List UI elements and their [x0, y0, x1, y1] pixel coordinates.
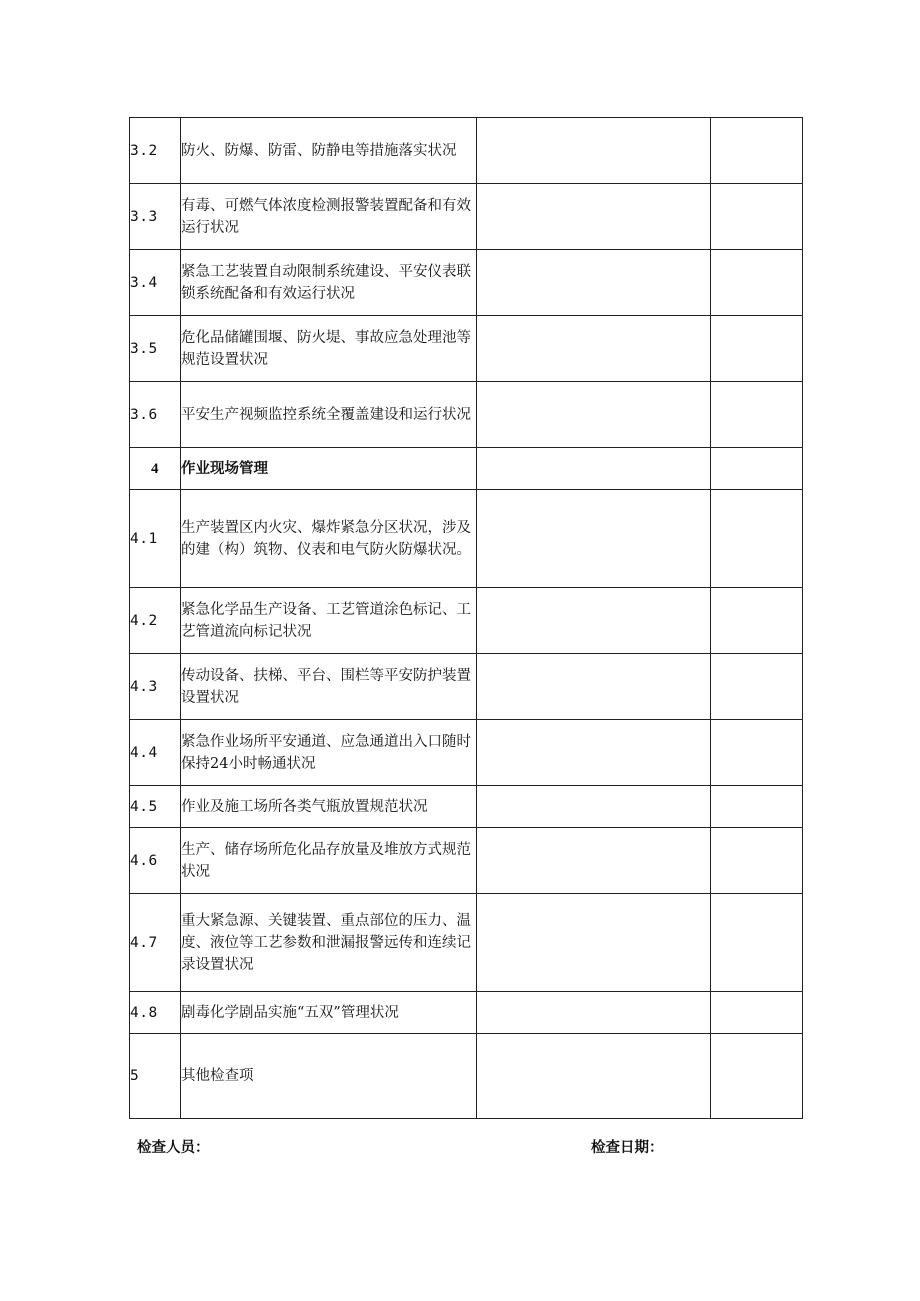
check-item	[181, 490, 477, 588]
check-item	[181, 316, 477, 382]
check-item-text: 传动设备、扶梯、平台、围栏等平安防护装置设置状况	[181, 667, 471, 706]
result-cell[interactable]	[477, 654, 711, 720]
check-item	[181, 720, 477, 786]
inspection-checklist-table	[129, 117, 803, 1119]
table-row	[130, 118, 803, 184]
result-cell[interactable]	[477, 184, 711, 250]
remark-cell[interactable]	[711, 894, 803, 992]
table-row	[130, 720, 803, 786]
result-cell[interactable]	[477, 118, 711, 184]
item-number: 4	[130, 448, 181, 490]
check-item	[181, 588, 477, 654]
result-cell[interactable]	[477, 720, 711, 786]
table-row	[130, 894, 803, 992]
check-item	[181, 118, 477, 184]
table-row	[130, 250, 803, 316]
table-row	[130, 654, 803, 720]
check-item-text: 重大紧急源、关键装置、重点部位的压力、温度、液位等工艺参数和泄漏报警远传和连续记录设置状况	[181, 912, 471, 973]
remark-cell[interactable]	[711, 118, 803, 184]
item-number: 3.5	[130, 316, 181, 382]
check-item	[181, 894, 477, 992]
result-cell[interactable]	[477, 448, 711, 490]
item-number: 4.5	[130, 786, 181, 828]
check-item-text: 有毒、可燃气体浓度检测报警装置配备和有效运行状况	[181, 197, 471, 236]
item-number: 4.1	[130, 490, 181, 588]
item-number: 3.2	[130, 118, 181, 184]
table-row	[130, 382, 803, 448]
remark-cell[interactable]	[711, 250, 803, 316]
item-number: 4.8	[130, 992, 181, 1034]
inspection-date-label: 检查日期：	[591, 1140, 664, 1156]
check-item-text: 其他检查项	[181, 1068, 254, 1084]
check-item-text: 剧毒化学剧品实施“五双”管理状况	[181, 1004, 399, 1021]
item-number: 3.3	[130, 184, 181, 250]
item-number: 4.3	[130, 654, 181, 720]
table-row	[130, 1034, 803, 1119]
remark-cell[interactable]	[711, 654, 803, 720]
checklist-body	[130, 118, 803, 1119]
result-cell[interactable]	[477, 490, 711, 588]
item-number: 5	[130, 1034, 181, 1119]
result-cell[interactable]	[477, 828, 711, 894]
item-number: 4.2	[130, 588, 181, 654]
check-item	[181, 382, 477, 448]
check-item	[181, 654, 477, 720]
result-cell[interactable]	[477, 786, 711, 828]
remark-cell[interactable]	[711, 786, 803, 828]
result-cell[interactable]	[477, 316, 711, 382]
remark-cell[interactable]	[711, 382, 803, 448]
check-item	[181, 1034, 477, 1119]
check-item	[181, 250, 477, 316]
remark-cell[interactable]	[711, 992, 803, 1034]
item-number: 4.6	[130, 828, 181, 894]
check-item	[181, 828, 477, 894]
table-row	[130, 490, 803, 588]
result-cell[interactable]	[477, 894, 711, 992]
table-row	[130, 828, 803, 894]
remark-cell[interactable]	[711, 828, 803, 894]
table-row	[130, 184, 803, 250]
table-row	[130, 786, 803, 828]
check-item	[181, 786, 477, 828]
table-row	[130, 588, 803, 654]
table-row	[130, 992, 803, 1034]
remark-cell[interactable]	[711, 588, 803, 654]
check-item	[181, 992, 477, 1034]
section-row	[130, 448, 803, 490]
check-item	[181, 184, 477, 250]
check-item-text: 生产、储存场所危化品存放量及堆放方式规范状况	[181, 841, 471, 880]
check-item-text: 紧急化学品生产设备、工艺管道涂色标记、工艺管道流向标记状况	[181, 601, 471, 640]
check-item-text: 平安生产视频监控系统全覆盖建设和运行状况	[181, 406, 471, 423]
remark-cell[interactable]	[711, 1034, 803, 1119]
remark-cell[interactable]	[711, 490, 803, 588]
result-cell[interactable]	[477, 250, 711, 316]
check-item-text: 紧急工艺装置自动限制系统建设、平安仪表联锁系统配备和有效运行状况	[181, 263, 471, 302]
remark-cell[interactable]	[711, 720, 803, 786]
remark-cell[interactable]	[711, 448, 803, 490]
result-cell[interactable]	[477, 1034, 711, 1119]
item-number: 4.4	[130, 720, 181, 786]
check-item-text: 防火、防爆、防雷、防静电等措施落实状况	[181, 142, 457, 159]
item-number: 3.6	[130, 382, 181, 448]
item-number: 3.4	[130, 250, 181, 316]
remark-cell[interactable]	[711, 316, 803, 382]
check-item-text: 危化品储罐围堰、防火堤、事故应急处理池等规范设置状况	[181, 329, 471, 368]
check-item-text: 紧急作业场所平安通道、应急通道出入口随时保持24小时畅通状况	[181, 733, 471, 772]
result-cell[interactable]	[477, 588, 711, 654]
section-title	[181, 448, 477, 490]
result-cell[interactable]	[477, 992, 711, 1034]
table-row	[130, 316, 803, 382]
check-item-text: 作业及施工场所各类气瓶放置规范状况	[181, 798, 428, 815]
remark-cell[interactable]	[711, 184, 803, 250]
check-item-text: 作业现场管理	[181, 460, 268, 477]
item-number: 4.7	[130, 894, 181, 992]
result-cell[interactable]	[477, 382, 711, 448]
inspector-label: 检查人员：	[137, 1140, 210, 1156]
check-item-text: 生产装置区内火灾、爆炸紧急分区状况，涉及的建（构）筑物、仪表和电气防火防爆状况。	[181, 519, 471, 558]
